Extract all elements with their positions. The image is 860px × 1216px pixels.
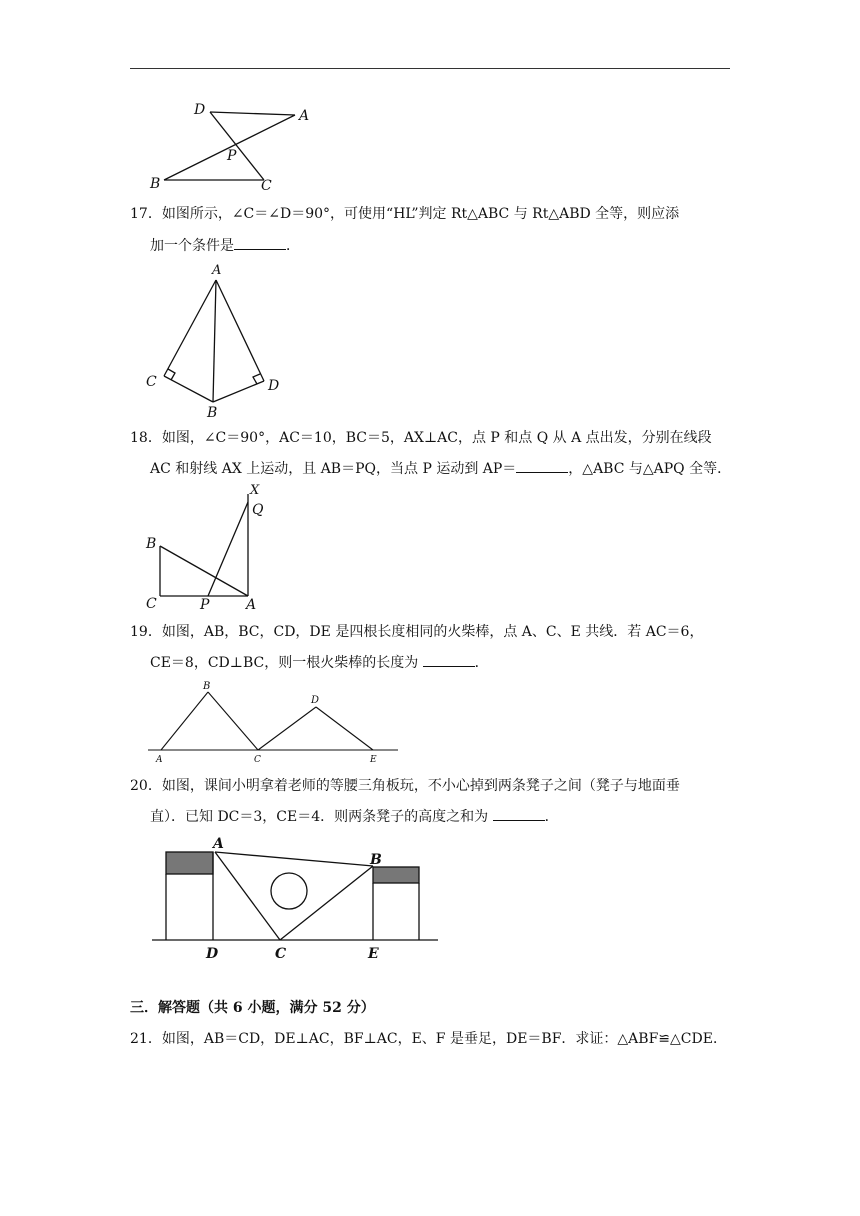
- label-D: D: [194, 102, 206, 118]
- figure-q18: [140, 480, 280, 615]
- q17-answer-blank: [234, 235, 286, 250]
- label-P: P: [200, 597, 210, 613]
- label-B: B: [146, 536, 157, 552]
- q18-text-1: 如图，∠C＝90°，AC＝10，BC＝5，AX⊥AC，点 P 和点 Q 从 A 点出发，分别在线段: [161, 430, 712, 446]
- label-A: A: [246, 597, 257, 613]
- q20-line2: [150, 806, 750, 827]
- q19-text-2: CE＝8，CD⊥BC，则一根火柴棒的长度为: [150, 655, 423, 671]
- label-P: P: [227, 148, 237, 164]
- q17-text-2: 加一个条件是: [150, 238, 234, 254]
- q19-text-3: ．: [474, 655, 489, 671]
- label-C: C: [261, 178, 272, 194]
- label-A: A: [213, 836, 224, 852]
- figure-q17: [140, 258, 300, 423]
- q19-line1: [130, 622, 730, 642]
- q17-text-1: 如图所示，∠C＝∠D＝90°，可使用“HL”判定 Rt△ABC 与 Rt△ABD 全等，则应添: [161, 206, 680, 222]
- q17-line2: [150, 235, 750, 256]
- label-B: B: [207, 405, 218, 421]
- label-B: B: [150, 176, 161, 192]
- q19-answer-blank: [423, 652, 475, 667]
- label-A: A: [156, 755, 163, 765]
- label-C: C: [146, 374, 157, 390]
- left-stool-top: [166, 852, 213, 874]
- q17-number: 17．: [130, 206, 162, 222]
- q20-text-3: ．: [544, 809, 559, 825]
- q19-text-1: 如图，AB，BC，CD，DE 是四根长度相同的火柴棒，点 A、C、E 共线．若 AC＝6，: [161, 624, 704, 640]
- q19-number: 19．: [130, 624, 162, 640]
- q18-number: 18．: [130, 430, 162, 446]
- label-A: A: [212, 263, 222, 278]
- q19-line2: [150, 652, 750, 673]
- q17-line1: [130, 204, 730, 224]
- q18-text-3: ，△ABC 与△APQ 全等．: [568, 461, 732, 477]
- label-Q: Q: [252, 502, 264, 518]
- q18-answer-blank: [516, 458, 568, 473]
- q20-text-2: 直）．已知 DC＝3，CE＝4．则两条凳子的高度之和为: [150, 809, 493, 825]
- figure-q16: [140, 96, 330, 196]
- q17-text-3: ．: [286, 238, 300, 254]
- right-stool-top: [373, 867, 419, 883]
- q20-line1: [130, 776, 730, 796]
- header-rule: [130, 68, 730, 69]
- label-B: B: [203, 681, 211, 692]
- q21-line1: [130, 1029, 730, 1049]
- label-E: E: [368, 946, 379, 962]
- label-C: C: [254, 755, 261, 765]
- q21-number: 21．: [130, 1031, 162, 1047]
- label-A: A: [299, 108, 310, 124]
- label-C: C: [146, 596, 157, 612]
- label-X: X: [250, 483, 260, 498]
- section-heading: 三．解答题（共 6 小题，满分 52 分）: [130, 1000, 375, 1016]
- q21-text-1: 如图，AB＝CD，DE⊥AC，BF⊥AC，E、F 是垂足，DE＝BF．求证：△ABF≌△CDE．: [161, 1031, 727, 1047]
- q20-number: 20．: [130, 778, 162, 794]
- label-E: E: [370, 755, 377, 765]
- q20-text-1: 如图，课间小明拿着老师的等腰三角板玩，不小心掉到两条凳子之间（凳子与地面垂: [161, 778, 680, 794]
- q18-line1: [130, 428, 730, 448]
- figure-q19: [140, 676, 405, 766]
- figure-q20: [140, 832, 450, 967]
- label-B: B: [370, 852, 382, 868]
- q18-text-2: AC 和射线 AX 上运动，且 AB＝PQ，当点 P 运动到 AP＝: [150, 461, 517, 477]
- q18-line2: [150, 458, 750, 479]
- label-D: D: [268, 378, 280, 394]
- label-C: C: [275, 946, 287, 962]
- label-D: D: [206, 946, 219, 962]
- label-D: D: [311, 695, 320, 706]
- q20-answer-blank: [493, 806, 545, 821]
